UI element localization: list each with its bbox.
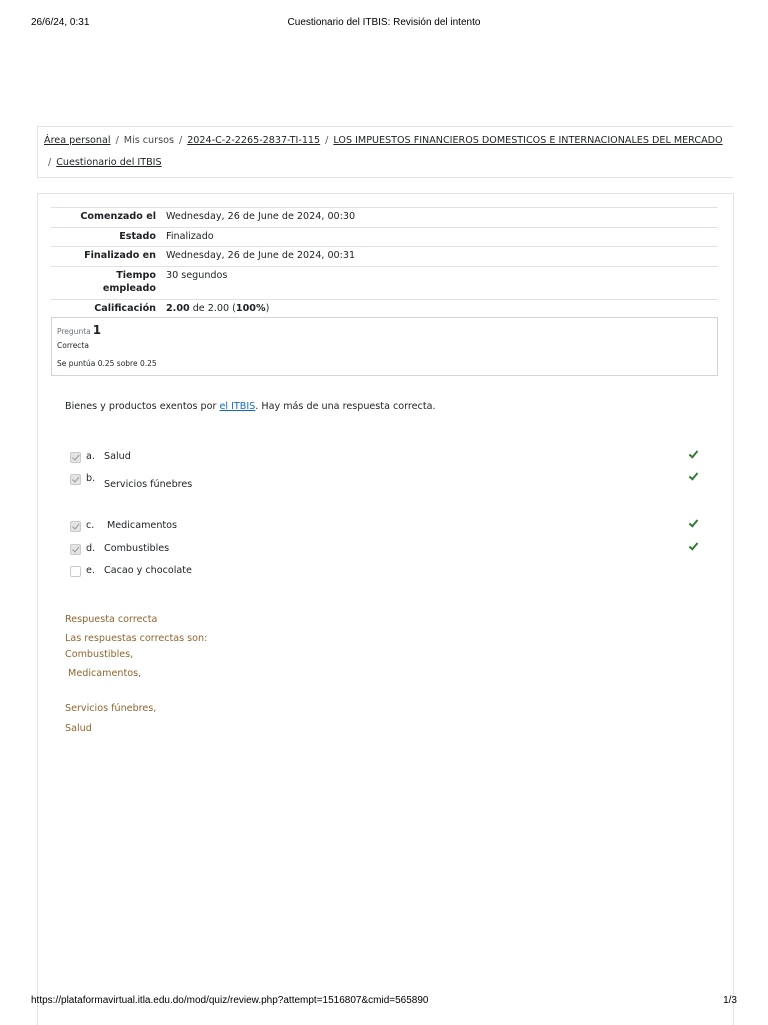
correct-check-icon xyxy=(688,519,698,529)
question-text-before: Bienes y productos exentos por xyxy=(65,401,220,412)
breadcrumb-separator: / xyxy=(325,135,329,146)
feedback-answer: Servicios fúnebres, xyxy=(65,703,157,714)
feedback-result: Respuesta correcta xyxy=(65,614,158,625)
question-mark: Se puntúa 0.25 sobre 0.25 xyxy=(57,359,157,368)
itbis-link[interactable]: el ITBIS xyxy=(219,401,256,412)
option-letter: e. xyxy=(86,565,95,576)
option-checkbox[interactable] xyxy=(70,521,81,532)
breadcrumb-course-section[interactable]: LOS IMPUESTOS FINANCIEROS DOMESTICOS E INTERNACIONALES DEL MERCADO xyxy=(333,135,723,146)
feedback-answer: Combustibles, xyxy=(65,649,134,660)
grade-percent: 100% xyxy=(235,302,266,314)
grade-score: 2.00 xyxy=(166,302,190,314)
summary-row-time xyxy=(51,266,718,299)
option-letter: b. xyxy=(86,473,96,484)
question-text xyxy=(65,401,436,412)
question-info-box xyxy=(51,317,718,376)
question-number-label: Pregunta xyxy=(57,327,91,336)
option-checkbox[interactable] xyxy=(70,452,81,463)
breadcrumb-course-code[interactable]: 2024-C-2-2265-2837-TI-115 xyxy=(187,135,321,146)
option-text: Medicamentos xyxy=(107,520,178,531)
print-page-number: 1/3 xyxy=(723,995,737,1006)
breadcrumb xyxy=(37,126,733,178)
breadcrumb-separator: / xyxy=(48,157,52,168)
question-text-after: . Hay más de una respuesta correcta. xyxy=(255,401,436,412)
correct-check-icon xyxy=(688,542,698,552)
print-datetime: 26/6/24, 0:31 xyxy=(31,17,90,28)
summary-value: 30 segundos xyxy=(161,266,718,299)
option-letter: c. xyxy=(86,520,95,531)
summary-label-line: empleado xyxy=(102,283,156,294)
option-letter: d. xyxy=(86,543,96,554)
print-url: https://plataformavirtual.itla.edu.do/mod/quiz/review.php?attempt=1516807&cmid=565890 xyxy=(31,995,429,1006)
summary-value: Wednesday, 26 de June de 2024, 00:30 xyxy=(161,208,718,228)
summary-label: Finalizado en xyxy=(51,247,161,267)
grade-of: de 2.00 ( xyxy=(189,302,236,314)
breadcrumb-quiz[interactable]: Cuestionario del ITBIS xyxy=(56,157,162,168)
summary-row-started xyxy=(51,208,718,228)
summary-label: Calificación xyxy=(51,299,161,319)
breadcrumb-separator: / xyxy=(115,135,119,146)
option-text: Combustibles xyxy=(104,543,170,554)
summary-label xyxy=(51,266,161,299)
option-checkbox[interactable] xyxy=(70,566,81,577)
correct-check-icon xyxy=(688,472,698,482)
grade-close: ) xyxy=(265,302,270,314)
feedback-answer: Medicamentos, xyxy=(65,668,142,679)
summary-row-grade xyxy=(51,299,718,319)
print-header xyxy=(31,17,737,31)
print-title: Cuestionario del ITBIS: Revisión del intento xyxy=(287,17,481,28)
breadcrumb-mis-cursos: Mis cursos xyxy=(123,135,174,146)
summary-label-line: Tiempo xyxy=(116,269,156,281)
summary-row-finished xyxy=(51,247,718,267)
option-checkbox[interactable] xyxy=(70,544,81,555)
summary-row-state xyxy=(51,227,718,247)
question-state: Correcta xyxy=(57,341,89,350)
feedback-answer: Salud xyxy=(65,723,92,734)
summary-label: Comenzado el xyxy=(51,208,161,228)
summary-value xyxy=(161,299,718,319)
attempt-summary-table xyxy=(51,207,718,319)
option-letter: a. xyxy=(86,451,95,462)
breadcrumb-area-personal[interactable]: Área personal xyxy=(44,135,111,146)
print-footer xyxy=(31,995,737,1009)
summary-label: Estado xyxy=(51,227,161,247)
option-checkbox[interactable] xyxy=(70,474,81,485)
option-text: Cacao y chocolate xyxy=(104,565,192,576)
question-number xyxy=(57,323,101,337)
summary-value: Finalizado xyxy=(161,227,718,247)
feedback-intro: Las respuestas correctas son: xyxy=(65,633,208,644)
question-number-value: 1 xyxy=(92,323,102,337)
correct-check-icon xyxy=(688,450,698,460)
summary-value: Wednesday, 26 de June de 2024, 00:31 xyxy=(161,247,718,267)
breadcrumb-separator: / xyxy=(178,135,183,146)
option-text: Salud xyxy=(104,451,131,462)
option-text: Servicios fúnebres xyxy=(104,479,193,490)
